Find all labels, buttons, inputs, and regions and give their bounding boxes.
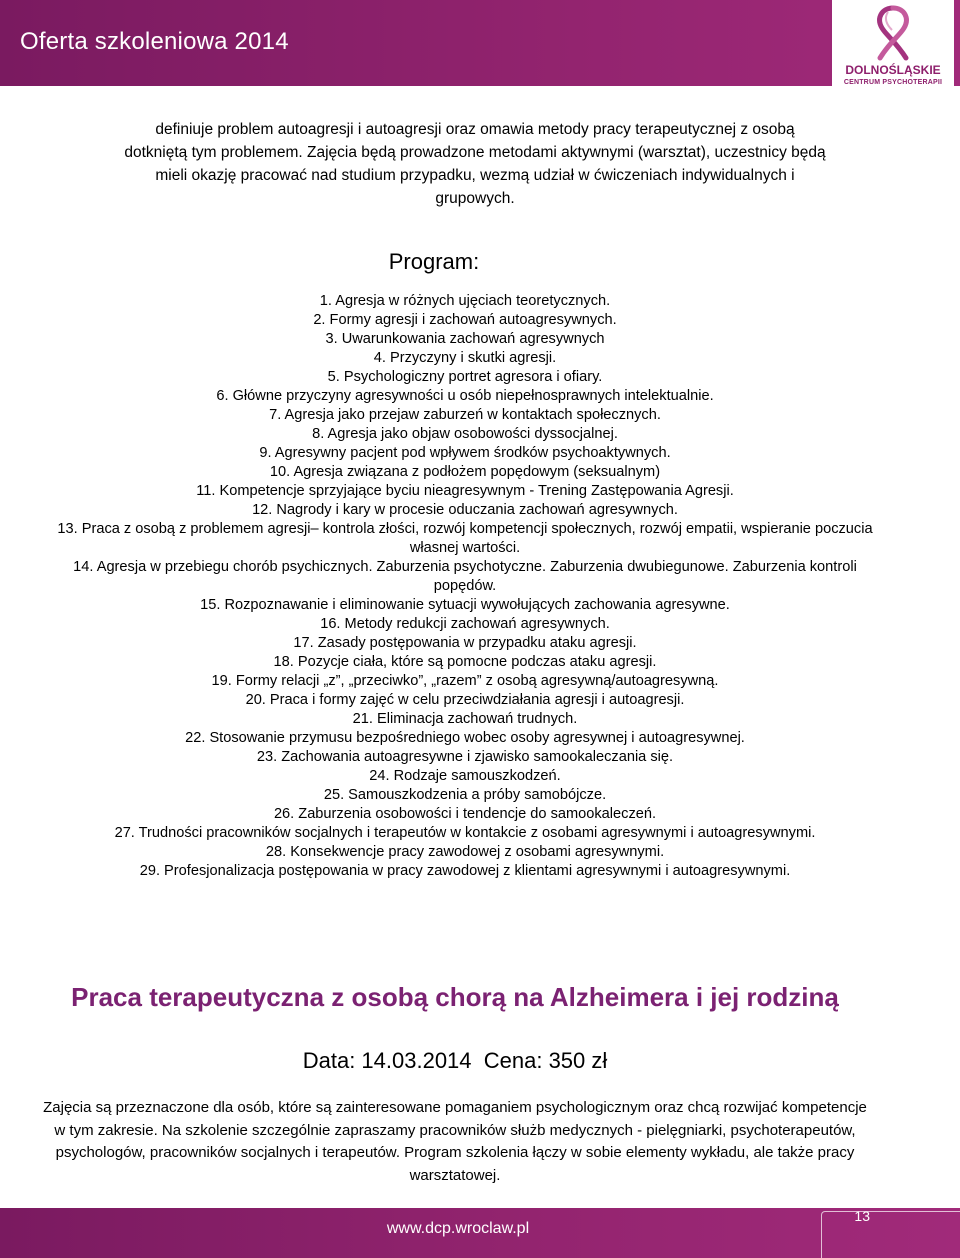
program-item: 20. Praca i formy zajęć w celu przeciwdziałania agresji i autoagresji. (245, 692, 685, 708)
course-description: Zajęcia są przeznaczone dla osób, które są zainteresowane pomaganiem psychologicznym oraz chcą rozwijać kompetencje w tym zakresie. Na szkolenie szczególnie zapraszamy pracowników służb medycznych - pielęgniarki, psychoterapeutów, psychologów, pracowników socjalnych i terapeutów. Program szkolenia łączy w sobie elementy wykładu, ale także pracy warsztatowej. (43, 1099, 867, 1184)
page-footer-bar (0, 1208, 960, 1258)
logo-subtitle: CENTRUM PSYCHOTERAPII (843, 79, 943, 86)
website-link[interactable]: www.dcp.wroclaw.pl (386, 1220, 530, 1237)
course-date-price: Data: 14.03.2014 Cena: 350 zł (302, 1048, 608, 1073)
program-item: 8. Agresja jako objaw osobowości dyssocjalnej. (312, 426, 618, 442)
page-number-box (821, 1211, 960, 1258)
program-item: 23. Zachowania autoagresywne i zjawisko samookaleczania się. (256, 749, 674, 765)
program-item: 7. Agresja jako przejaw zaburzeń w kontaktach społecznych. (269, 407, 661, 423)
program-item: 4. Przyczyny i skutki agresji. (373, 350, 557, 366)
program-item: 28. Konsekwencje pracy zawodowej z osobami agresywnymi. (265, 844, 665, 860)
organization-logo (832, 0, 954, 98)
intro-line: definiuje problem autoagresji i autoagresji oraz omawia metody pracy terapeutycznej z osobą (155, 121, 795, 138)
program-item: 14. Agresja w przebiegu chorób psychicznych. Zaburzenia psychotyczne. Zaburzenia dwubiegunowe. Zaburzenia kontroli popędów. (73, 559, 857, 594)
program-item: 11. Kompetencje sprzyjające byciu nieagresywnym - Trening Zastępowania Agresji. (196, 483, 734, 499)
program-item: 18. Pozycje ciała, które są pomocne podczas ataku agresji. (273, 654, 657, 670)
program-item: 17. Zasady postępowania w przypadku ataku agresji. (293, 635, 637, 651)
program-item: 3. Uwarunkowania zachowań agresywnych (325, 331, 605, 347)
intro-line: mieli okazję pracować nad studium przypadku, wezmą udział w ćwiczeniach indywidualnych i (155, 167, 795, 184)
document-title: Oferta szkoleniowa 2014 (20, 28, 289, 55)
program-item: 16. Metody redukcji zachowań agresywnych. (320, 616, 610, 632)
logo-name: DOLNOŚLĄSKIE (845, 63, 941, 77)
program-item: 2. Formy agresji i zachowań autoagresywnych. (313, 312, 617, 328)
program-heading: Program: (388, 249, 480, 274)
program-item: 24. Rodzaje samouszkodzeń. (369, 768, 561, 784)
program-item: 15. Rozpoznawanie i eliminowanie sytuacji wywołujących zachowania agresywne. (200, 597, 730, 613)
program-item: 9. Agresywny pacjent pod wpływem środków psychoaktywnych. (259, 445, 671, 461)
program-item: 26. Zaburzenia osobowości i tendencje do samookaleczeń. (273, 806, 657, 822)
program-item: 6. Główne przyczyny agresywności u osób niepełnosprawnych intelektualnie. (216, 388, 714, 404)
page-header-bar (0, 0, 960, 86)
program-item: 25. Samouszkodzenia a próby samobójcze. (323, 787, 607, 803)
program-item: 10. Agresja związana z podłożem popędowym (seksualnym) (269, 464, 661, 480)
program-item: 1. Agresja w różnych ujęciach teoretycznych. (319, 293, 611, 309)
intro-line: dotkniętą tym problemem. Zajęcia będą prowadzone metodami aktywnymi (warsztat), uczestnicy będą (124, 144, 826, 161)
course-title: Praca terapeutyczna z osobą chorą na Alzheimera i jej rodziną (71, 982, 839, 1012)
program-item: 29. Profesjonalizacja postępowania w pracy zawodowej z klientami agresywnymi i autoagresywnymi. (139, 863, 791, 879)
program-item: 22. Stosowanie przymusu bezpośredniego wobec osoby agresywnej i autoagresywnej. (185, 730, 745, 746)
program-list (50, 292, 880, 881)
intro-paragraph (80, 118, 870, 210)
page-number: 13 (854, 1208, 870, 1224)
program-item: 19. Formy relacji „z”, „przeciwko”, „razem” z osobą agresywną/autoagresywną. (211, 673, 719, 689)
program-item: 27. Trudności pracowników socjalnych i terapeutów w kontakcie z osobami agresywnymi i autoagresywnymi. (114, 825, 816, 841)
ribbon-logo-icon (862, 4, 924, 62)
program-item: 21. Eliminacja zachowań trudnych. (352, 711, 578, 727)
intro-line: grupowych. (435, 190, 515, 207)
program-item: 13. Praca z osobą z problemem agresji– kontrola złości, rozwój kompetencji społecznych, rozwój empatii, wspieranie poczucia własnej wartości. (57, 521, 873, 556)
program-item: 5. Psychologiczny portret agresora i ofiary. (327, 369, 603, 385)
program-item: 12. Nagrody i kary w procesie oduczania zachowań agresywnych. (252, 502, 678, 518)
